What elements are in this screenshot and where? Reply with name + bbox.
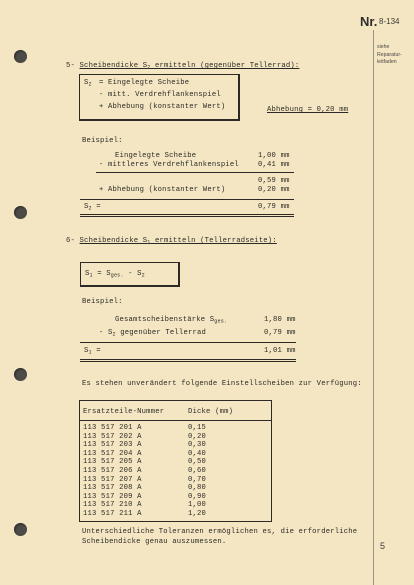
available-shims-text: Es stehen unverändert folgende Einstellscheiben zur Verfügung: (82, 380, 362, 388)
section5-heading: 5- Scheibendicke $S_2$ ermitteln (gegenüber Tellerrad): (66, 62, 300, 71)
example6-rule-bottom-1 (80, 359, 296, 360)
table-col-part-number: Ersatzteile-Nummer (83, 408, 165, 416)
punch-hole-top (14, 50, 27, 63)
table-cell-thickness: 0,30 (188, 441, 207, 450)
example5-result-rule-top (80, 199, 294, 200)
shim-table (79, 400, 272, 522)
footer-line-1: Unterschiedliche Toleranzen ermöglichen es, die erforderliche (82, 528, 358, 536)
example5-result-rule-bottom-2 (80, 216, 294, 217)
formula-s2-symbol: $S_2$ (84, 79, 92, 88)
margin-rule (373, 30, 374, 585)
example5-row1-label: Eingelegte Scheibe (115, 152, 197, 160)
section6-example-label: Beispiel: (82, 298, 123, 306)
example6-row2-label: - $S_2$ gegenüber Tellerrad (99, 329, 207, 338)
table-col-thickness: Dicke (mm) (188, 408, 234, 416)
page-number: 5 (380, 541, 386, 551)
table-cell-part-number: 113 517 205 A (83, 458, 142, 467)
table-cell-part-number: 113 517 209 A (83, 492, 142, 501)
table-cell-part-number: 113 517 201 A (83, 424, 142, 432)
example6-rule-bottom-2 (80, 361, 296, 362)
formula-line3: + Abhebung (konstanter Wert) (99, 103, 226, 111)
table-cell-part-number: 113 517 211 A (83, 510, 142, 518)
abhebung-note: Abhebung = 0,20 mm (267, 106, 349, 114)
table-cell-thickness: 0,70 (188, 475, 207, 484)
example5-result-symbol: $S_2$ = (84, 203, 101, 212)
example5-row2-value: 0,41 mm (258, 161, 290, 169)
example6-row2-value: 0,79 mm (264, 329, 296, 337)
punch-hole-lower (14, 368, 27, 381)
table-cell-part-number: 113 517 210 A (83, 501, 142, 510)
table-cell-thickness: 1,00 (188, 501, 207, 510)
table-cell-part-number: 113 517 203 A (83, 441, 142, 450)
table-cell-thickness: 0,60 (188, 467, 207, 475)
table-cell-thickness: 0,90 (188, 492, 207, 501)
example5-subtotal-rule (96, 172, 294, 173)
table-cell-part-number: 113 517 202 A (83, 432, 142, 441)
section6-formula: $S_1 = S_{ges.} - S_2$ (85, 270, 145, 279)
table-cell-thickness: 0,40 (188, 449, 207, 458)
punch-hole-middle (14, 206, 27, 219)
example6-rule-top (80, 342, 296, 343)
table-header-rule (80, 420, 271, 421)
example6-row1-value: 1,80 mm (264, 316, 296, 324)
table-cell-thickness: 0,20 (188, 432, 207, 441)
table-cell-part-number: 113 517 208 A (83, 484, 142, 493)
section6-heading: 6- Scheibendicke $S_1$ ermitteln (Tellerradseite): (66, 237, 277, 246)
table-cell-part-number: 113 517 207 A (83, 475, 142, 484)
formula-line2: - mitt. Verdrehflankenspiel (99, 91, 221, 99)
example5-row4-label: + Abhebung (konstanter Wert) (99, 186, 226, 194)
example6-result-symbol: $S_1$ = (84, 347, 101, 356)
table-cell-part-number: 113 517 206 A (83, 467, 142, 475)
example5-result-value: 0,79 mm (258, 203, 290, 211)
punch-hole-bottom (14, 523, 27, 536)
example5-row3-value: 0,59 mm (258, 177, 290, 185)
example6-row1-label: Gesamtscheibenstärke $S_{ges.}$ (115, 316, 228, 325)
example5-result-rule-bottom-1 (80, 214, 294, 215)
example6-result-value: 1,01 mm (264, 347, 296, 355)
formula-line1: = Eingelegte Scheibe (99, 79, 190, 87)
table-cell-thickness: 0,50 (188, 458, 207, 467)
example5-row2-label: - mittleres Verdrehflankenspiel (99, 161, 239, 169)
section5-example-label: Beispiel: (82, 137, 123, 145)
footer-line-2: Scheibendicke genau auszumessen. (82, 538, 227, 546)
table-cell-part-number: 113 517 204 A (83, 449, 142, 458)
example5-row1-value: 1,00 mm (258, 152, 290, 160)
table-cell-thickness: 1,20 (188, 510, 207, 518)
header-nr-label: Nr. (360, 14, 378, 29)
table-cell-thickness: 0,80 (188, 484, 207, 493)
example5-row4-value: 0,20 mm (258, 186, 290, 194)
side-note: siehe Reparatur-leitfaden (377, 44, 402, 65)
table-cell-thickness: 0,15 (188, 424, 207, 432)
document-number: 8-134 (379, 17, 400, 26)
